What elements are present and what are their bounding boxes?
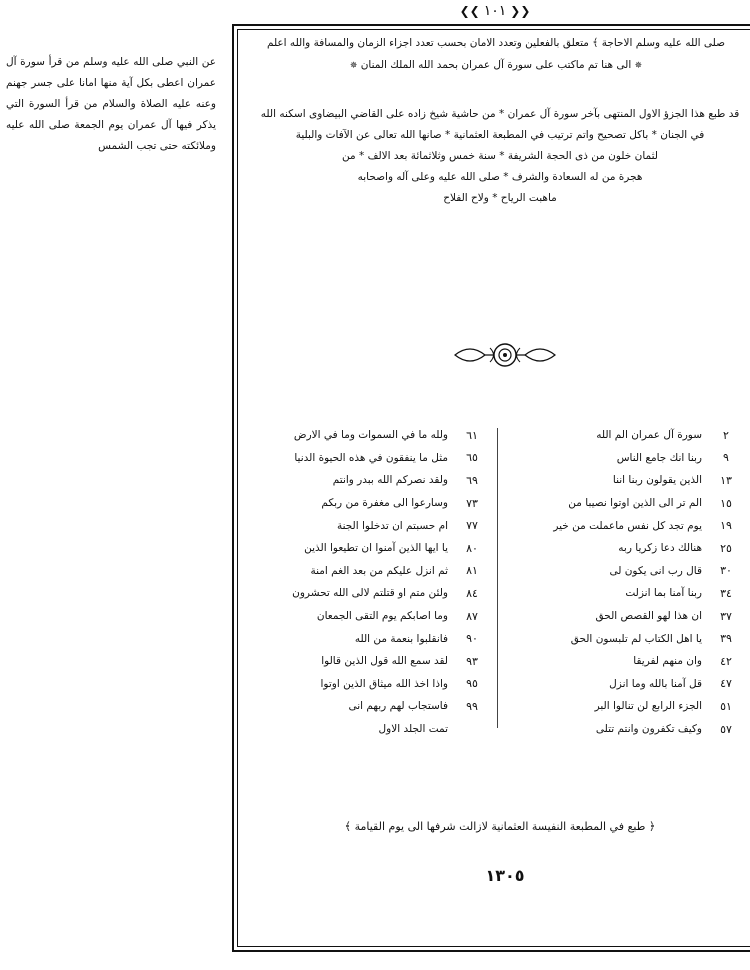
- toc-entry-title: مثل ما ينفقون في هذه الحيوة الدنيا: [294, 451, 448, 464]
- toc-entry-title: فاستجاب لهم ربهم انى: [348, 700, 448, 713]
- toc-entry-title: ولله ما في السموات وما في الارض: [293, 429, 448, 442]
- toc-entry: [516, 650, 746, 673]
- toc-entry-title: لقد سمع الله قول الذين قالوا: [321, 655, 448, 668]
- toc-entry: [262, 605, 492, 628]
- toc-entry: [516, 424, 746, 447]
- toc-entry: [516, 695, 746, 718]
- toc-entry-page: ٧٧: [466, 519, 478, 533]
- toc-entry-title: يا اهل الكتاب لم تلبسون الحق: [570, 632, 702, 645]
- star-ornament-icon: ✵: [634, 61, 643, 71]
- toc-entry-title: الم تر الى الذين اوتوا نصيبا من: [568, 497, 702, 510]
- toc-entry-page: ٩٩: [466, 699, 478, 713]
- toc-entry-page: ٣٤: [720, 586, 732, 600]
- toc-entry-page: ٣٧: [720, 609, 732, 623]
- toc-entry-page: ٤٧: [720, 677, 732, 691]
- toc-entry: [262, 469, 492, 492]
- toc-entry-title: وسارعوا الى مغفرة من ربكم: [321, 497, 448, 510]
- print-year: ١٣٠٥: [485, 866, 525, 885]
- toc-entry-title: تمت الجلد الاول: [378, 723, 448, 736]
- toc-entry-title: سورة آل عمران الم الله: [596, 429, 702, 442]
- toc-entry: [262, 582, 492, 605]
- toc-entry-title: ربنا آمنا بما انزلت: [625, 587, 702, 600]
- toc-entry-page: ٦٩: [466, 473, 478, 487]
- toc-entry-page: ٤٢: [720, 654, 732, 668]
- toc-entry-page: ٩٣: [466, 654, 478, 668]
- toc-entry-page: ٦٥: [466, 451, 478, 465]
- header-block: [246, 32, 746, 77]
- page-number: [450, 2, 540, 20]
- toc-entry: [516, 514, 746, 537]
- toc-entry: [262, 514, 492, 537]
- toc-entry-title: هنالك دعا زكريا ربه: [618, 542, 702, 555]
- toc-entry-title: ولئن متم او قتلتم لالى الله تحشرون: [292, 587, 448, 600]
- ornament-right-icon: ❯❯: [510, 4, 531, 18]
- toc-entry: [516, 447, 746, 470]
- colophon-line-4: هجرة من له السعادة والشرف * صلى الله عليه وعلى آله واصحابه: [357, 171, 643, 183]
- toc-entry: [262, 560, 492, 583]
- toc-entry-title: الجزء الرابع لن تنالوا البر: [594, 700, 702, 713]
- column-divider: [497, 428, 498, 728]
- toc-entry-page: ٥١: [720, 699, 732, 713]
- toc-entry-page: ٢: [723, 428, 729, 442]
- margin-note: عن النبي صلى الله عليه وسلم من قرأ سورة آل عمران اعطى بكل آية منها امانا على جسر جهنم وعنه عليه الصلاة والسلام من قرأ السورة التي يذكر فيها آل عمران يوم الجمعة صلى الله عليه وملائكته حتى تجب الشمس: [6, 56, 216, 152]
- toc-entry-page: ١٩: [720, 519, 732, 533]
- decorative-ornament-icon: [450, 340, 560, 370]
- header-line-2: [246, 54, 746, 77]
- toc-entry: [516, 492, 746, 515]
- colophon-line-2: في الجنان * باكل تصحيح واتم ترتيب في المطبعة العثمانية * صانها الله تعالى عن الآفات والبلية: [295, 129, 705, 141]
- toc-entry: [262, 447, 492, 470]
- toc-entry: [516, 627, 746, 650]
- colophon-line-5: ماهبت الرياح * ولاح الفلاح: [443, 192, 557, 204]
- toc-entry-title: ربنا انك جامع الناس: [616, 451, 702, 464]
- toc-entry-page: ١٣: [720, 473, 732, 487]
- page-number-text: ١٠١: [483, 3, 507, 19]
- header-line-1: صلى الله عليه وسلم الاحاجة ﴾ متعلق بالفعلين وتعدد الامان بحسب تعدد اجزاء الزمان والمسافة والله اعلم: [266, 37, 726, 49]
- toc-entry: [516, 537, 746, 560]
- toc-entry: [516, 582, 746, 605]
- toc-entry-title: وكيف تكفرون وانتم تتلى: [595, 723, 702, 736]
- toc-entry: [516, 718, 746, 741]
- toc-entry-title: وما اصابكم يوم التقى الجمعان: [316, 610, 448, 623]
- toc-entry-page: ٣٩: [720, 632, 732, 646]
- toc-entry: [516, 673, 746, 696]
- toc-entry: [262, 492, 492, 515]
- toc-entry-title: وان منهم لفريقا: [633, 655, 702, 668]
- colophon: [252, 104, 748, 209]
- ornament-left-icon: ❮❮: [459, 4, 480, 18]
- toc-entry-page: ٨٤: [466, 586, 478, 600]
- toc-entry-title: قال رب انى يكون لى: [609, 564, 702, 577]
- toc-entry: [262, 627, 492, 650]
- toc-right-column: [516, 424, 746, 740]
- colophon-line-3: لثمان خلون من ذى الحجة الشريفة * سنة خمس وثلاثمائة بعد الالف * من: [342, 150, 658, 162]
- toc-entry-title: ان هذا لهو القصص الحق: [595, 610, 702, 623]
- closing-note: ﴿ طبع في المطبعة النفيسة العثمانية لازالت شرفها الى يوم القيامة ﴾: [344, 820, 656, 833]
- toc-entry-page: ٦١: [466, 428, 478, 442]
- toc-entry-title: قل آمنا بالله وما انزل: [609, 677, 702, 690]
- toc-entry-page: ٥٧: [720, 722, 732, 736]
- toc-entry: [262, 424, 492, 447]
- toc-entry-page: ٩٠: [466, 632, 478, 646]
- toc-entry-page: ٩: [723, 451, 729, 465]
- toc-entry-title: واذا اخذ الله ميثاق الذين اوتوا: [320, 677, 448, 690]
- toc-entry-page: ٧٣: [466, 496, 478, 510]
- toc-entry-title: ولقد نصركم الله ببدر وانتم: [332, 474, 448, 487]
- colophon-line-1: قد طبع هذا الجزؤ الاول المنتهى بآخر سورة آل عمران * من حاشية شيخ زاده على القاضي البيضاوى اسكنه الله: [260, 108, 740, 120]
- toc-entry-page: ٨٠: [466, 541, 478, 555]
- header-line-2-text: الى هنا تم ماكتب على سورة آل عمران بحمد الله الملك المنان: [360, 59, 632, 71]
- toc-entry-title: ام حسبتم ان تدخلوا الجنة: [336, 519, 448, 532]
- toc-entry-title: يوم تجد كل نفس ماعملت من خير: [553, 519, 702, 532]
- toc-left-column: [262, 424, 492, 740]
- toc-entry-page: ٨٧: [466, 609, 478, 623]
- toc-entry: [262, 673, 492, 696]
- toc-entry: [262, 695, 492, 718]
- star-ornament-icon: ✵: [349, 61, 358, 71]
- toc-entry: [516, 560, 746, 583]
- toc-entry: [516, 469, 746, 492]
- toc-entry-title: يا ايها الذين آمنوا ان تطيعوا الذين: [304, 542, 448, 555]
- toc-entry-title: الذين يقولون ربنا اننا: [612, 474, 702, 487]
- toc-entry: [262, 650, 492, 673]
- toc-entry-page: ٩٥: [466, 677, 478, 691]
- toc-entry-page: ٣٠: [720, 564, 732, 578]
- toc-entry-page: ١٥: [720, 496, 732, 510]
- toc-entry: [262, 718, 492, 741]
- toc-entry-page: ٨١: [466, 564, 478, 578]
- toc-entry: [262, 537, 492, 560]
- toc-entry-page: ٢٥: [720, 541, 732, 555]
- toc-entry: [516, 605, 746, 628]
- toc-entry-title: فانقلبوا بنعمة من الله: [354, 632, 448, 645]
- toc-entry-title: ثم انزل عليكم من بعد الغم امنة: [310, 564, 448, 577]
